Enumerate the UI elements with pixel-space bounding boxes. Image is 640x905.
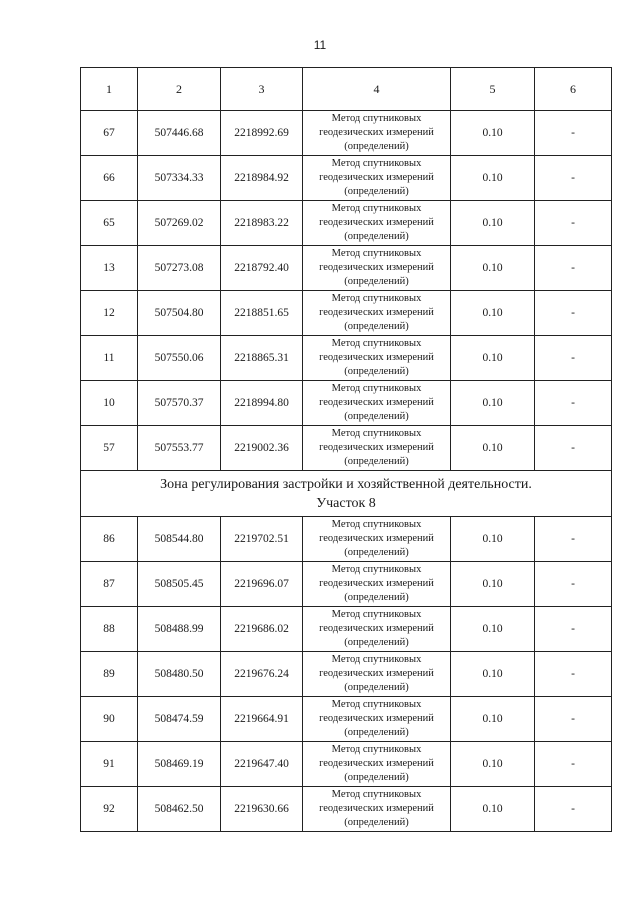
note-cell: -	[535, 787, 612, 832]
point-number-cell: 91	[81, 742, 138, 787]
x-coordinate-cell: 507273.08	[138, 246, 221, 291]
note-cell: -	[535, 381, 612, 426]
y-coordinate-cell: 2219630.66	[221, 787, 303, 832]
method-line: (определений)	[344, 456, 409, 467]
method-line: геодезических измерений	[319, 533, 434, 544]
method-cell	[303, 246, 451, 291]
accuracy-cell: 0.10	[451, 652, 535, 697]
accuracy-cell: 0.10	[451, 787, 535, 832]
method-line: геодезических измерений	[319, 803, 434, 814]
method-line: (определений)	[344, 682, 409, 693]
accuracy-cell: 0.10	[451, 742, 535, 787]
table-row	[81, 607, 612, 652]
accuracy-cell: 0.10	[451, 246, 535, 291]
page-number: 11	[313, 38, 327, 52]
point-number-cell: 86	[81, 517, 138, 562]
note-cell: -	[535, 201, 612, 246]
method-line: геодезических измерений	[319, 352, 434, 363]
table-row	[81, 562, 612, 607]
method-line: Метод спутниковых	[331, 699, 422, 710]
table-row	[81, 787, 612, 832]
x-coordinate-cell: 507504.80	[138, 291, 221, 336]
point-number-cell: 66	[81, 156, 138, 201]
method-cell	[303, 291, 451, 336]
accuracy-cell: 0.10	[451, 381, 535, 426]
accuracy-cell: 0.10	[451, 201, 535, 246]
method-cell	[303, 111, 451, 156]
accuracy-cell: 0.10	[451, 156, 535, 201]
table-row	[81, 156, 612, 201]
method-line: (определений)	[344, 727, 409, 738]
x-coordinate-cell: 507334.33	[138, 156, 221, 201]
method-line: Метод спутниковых	[331, 113, 422, 124]
method-line: Метод спутниковых	[331, 383, 422, 394]
note-cell: -	[535, 246, 612, 291]
section-heading-line: Участок 8	[316, 495, 376, 511]
note-cell: -	[535, 156, 612, 201]
y-coordinate-cell: 2218865.31	[221, 336, 303, 381]
point-number-cell: 57	[81, 426, 138, 471]
method-line: Метод спутниковых	[331, 158, 422, 169]
x-coordinate-cell: 507553.77	[138, 426, 221, 471]
table-header-row	[81, 68, 612, 111]
method-line: Метод спутниковых	[331, 203, 422, 214]
y-coordinate-cell: 2219686.02	[221, 607, 303, 652]
method-line: Метод спутниковых	[331, 428, 422, 439]
method-line: Метод спутниковых	[331, 654, 422, 665]
note-cell: -	[535, 607, 612, 652]
note-cell: -	[535, 652, 612, 697]
x-coordinate-cell: 507550.06	[138, 336, 221, 381]
x-coordinate-cell: 508505.45	[138, 562, 221, 607]
method-line: геодезических измерений	[319, 578, 434, 589]
method-line: (определений)	[344, 547, 409, 558]
point-number-cell: 12	[81, 291, 138, 336]
table-row	[81, 246, 612, 291]
note-cell: -	[535, 336, 612, 381]
note-cell: -	[535, 291, 612, 336]
method-line: геодезических измерений	[319, 307, 434, 318]
accuracy-cell: 0.10	[451, 291, 535, 336]
accuracy-cell: 0.10	[451, 697, 535, 742]
method-cell	[303, 787, 451, 832]
column-header: 3	[221, 68, 303, 111]
method-line: геодезических измерений	[319, 758, 434, 769]
y-coordinate-cell: 2218983.22	[221, 201, 303, 246]
note-cell: -	[535, 562, 612, 607]
method-line: геодезических измерений	[319, 397, 434, 408]
accuracy-cell: 0.10	[451, 562, 535, 607]
column-header: 6	[535, 68, 612, 111]
method-cell	[303, 426, 451, 471]
method-line: (определений)	[344, 321, 409, 332]
method-line: геодезических измерений	[319, 623, 434, 634]
y-coordinate-cell: 2219702.51	[221, 517, 303, 562]
method-line: геодезических измерений	[319, 262, 434, 273]
method-line: Метод спутниковых	[331, 519, 422, 530]
point-number-cell: 87	[81, 562, 138, 607]
table-row	[81, 111, 612, 156]
table-row	[81, 652, 612, 697]
method-line: (определений)	[344, 637, 409, 648]
method-line: Метод спутниковых	[331, 789, 422, 800]
y-coordinate-cell: 2219002.36	[221, 426, 303, 471]
table-row	[81, 697, 612, 742]
method-line: (определений)	[344, 231, 409, 242]
table-row	[81, 742, 612, 787]
method-cell	[303, 607, 451, 652]
x-coordinate-cell: 507446.68	[138, 111, 221, 156]
point-number-cell: 13	[81, 246, 138, 291]
column-header: 2	[138, 68, 221, 111]
method-cell	[303, 517, 451, 562]
y-coordinate-cell: 2218994.80	[221, 381, 303, 426]
y-coordinate-cell: 2218984.92	[221, 156, 303, 201]
y-coordinate-cell: 2219676.24	[221, 652, 303, 697]
method-line: (определений)	[344, 186, 409, 197]
method-line: геодезических измерений	[319, 217, 434, 228]
x-coordinate-cell: 508469.19	[138, 742, 221, 787]
accuracy-cell: 0.10	[451, 336, 535, 381]
y-coordinate-cell: 2219647.40	[221, 742, 303, 787]
note-cell: -	[535, 742, 612, 787]
method-line: (определений)	[344, 366, 409, 377]
table-row	[81, 381, 612, 426]
method-line: (определений)	[344, 772, 409, 783]
y-coordinate-cell: 2218792.40	[221, 246, 303, 291]
method-cell	[303, 742, 451, 787]
method-line: геодезических измерений	[319, 668, 434, 679]
column-header: 1	[81, 68, 138, 111]
table-row	[81, 336, 612, 381]
method-cell	[303, 201, 451, 246]
coordinates-table	[80, 67, 612, 832]
accuracy-cell: 0.10	[451, 426, 535, 471]
method-line: геодезических измерений	[319, 127, 434, 138]
method-line: Метод спутниковых	[331, 609, 422, 620]
method-cell	[303, 652, 451, 697]
x-coordinate-cell: 507570.37	[138, 381, 221, 426]
accuracy-cell: 0.10	[451, 607, 535, 652]
note-cell: -	[535, 697, 612, 742]
point-number-cell: 89	[81, 652, 138, 697]
table-row	[81, 201, 612, 246]
x-coordinate-cell: 508462.50	[138, 787, 221, 832]
column-header: 5	[451, 68, 535, 111]
x-coordinate-cell: 508474.59	[138, 697, 221, 742]
y-coordinate-cell: 2218992.69	[221, 111, 303, 156]
method-line: Метод спутниковых	[331, 293, 422, 304]
method-line: геодезических измерений	[319, 442, 434, 453]
column-header: 4	[303, 68, 451, 111]
table-row	[81, 291, 612, 336]
note-cell: -	[535, 111, 612, 156]
point-number-cell: 92	[81, 787, 138, 832]
section-heading-row	[81, 471, 612, 517]
x-coordinate-cell: 508544.80	[138, 517, 221, 562]
point-number-cell: 10	[81, 381, 138, 426]
point-number-cell: 90	[81, 697, 138, 742]
method-line: (определений)	[344, 141, 409, 152]
x-coordinate-cell: 508488.99	[138, 607, 221, 652]
method-cell	[303, 697, 451, 742]
y-coordinate-cell: 2218851.65	[221, 291, 303, 336]
method-cell	[303, 156, 451, 201]
method-line: (определений)	[344, 592, 409, 603]
method-line: Метод спутниковых	[331, 338, 422, 349]
accuracy-cell: 0.10	[451, 517, 535, 562]
method-line: (определений)	[344, 817, 409, 828]
method-line: геодезических измерений	[319, 172, 434, 183]
table-row	[81, 517, 612, 562]
method-line: (определений)	[344, 411, 409, 422]
point-number-cell: 88	[81, 607, 138, 652]
note-cell: -	[535, 517, 612, 562]
method-line: (определений)	[344, 276, 409, 287]
point-number-cell: 67	[81, 111, 138, 156]
point-number-cell: 11	[81, 336, 138, 381]
note-cell: -	[535, 426, 612, 471]
point-number-cell: 65	[81, 201, 138, 246]
method-cell	[303, 562, 451, 607]
y-coordinate-cell: 2219664.91	[221, 697, 303, 742]
method-cell	[303, 336, 451, 381]
accuracy-cell: 0.10	[451, 111, 535, 156]
method-line: Метод спутниковых	[331, 248, 422, 259]
method-line: Метод спутниковых	[331, 744, 422, 755]
method-line: Метод спутниковых	[331, 564, 422, 575]
section-heading	[81, 471, 612, 517]
method-cell	[303, 381, 451, 426]
method-line: геодезических измерений	[319, 713, 434, 724]
table-row	[81, 426, 612, 471]
x-coordinate-cell: 507269.02	[138, 201, 221, 246]
y-coordinate-cell: 2219696.07	[221, 562, 303, 607]
section-heading-line: Зона регулирования застройки и хозяйственной деятельности.	[160, 476, 532, 492]
x-coordinate-cell: 508480.50	[138, 652, 221, 697]
